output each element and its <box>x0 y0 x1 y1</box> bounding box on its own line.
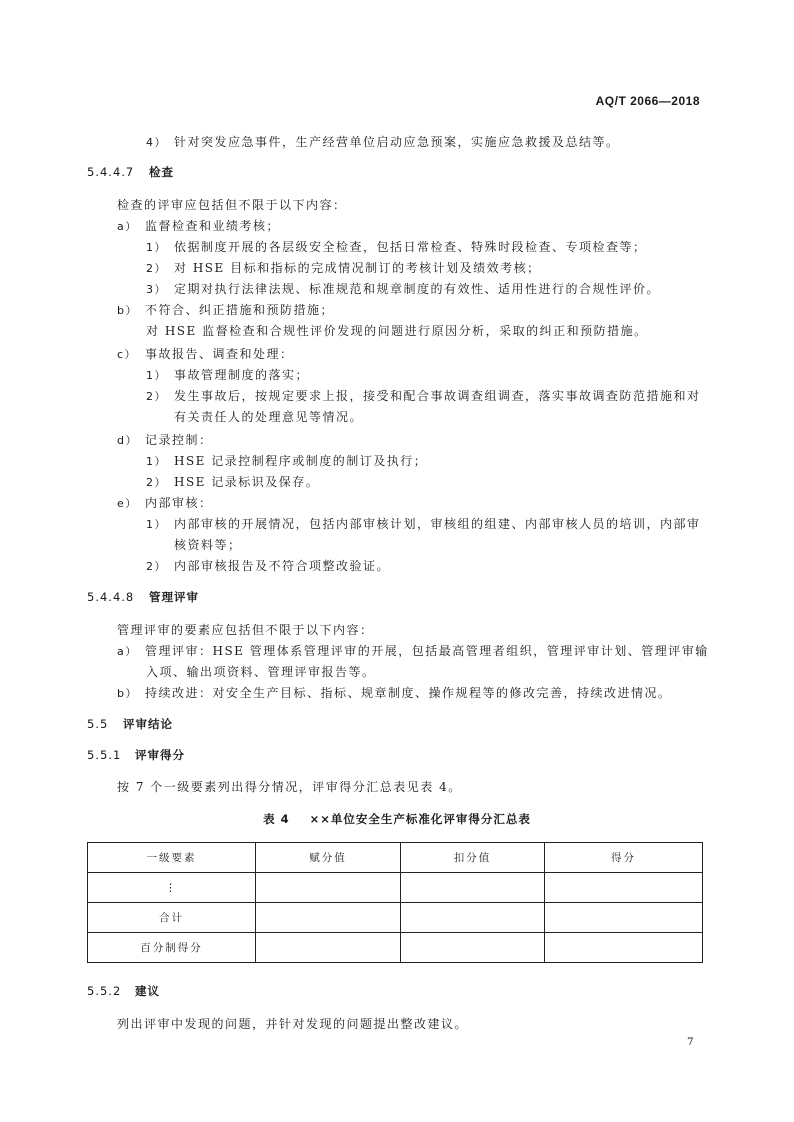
table-cell <box>256 873 401 903</box>
score-summary-table <box>87 842 703 963</box>
table-cell <box>401 933 545 963</box>
table-caption-number: 表 4 <box>263 812 290 826</box>
list-text: 内部审核报告及不符合项整改验证。 <box>174 559 391 573</box>
section-number: 5.5 <box>87 717 109 731</box>
sub-list-item <box>146 259 541 276</box>
table-header-row <box>88 843 703 873</box>
list-text: 持续改进：对安全生产目标、指标、规章制度、操作规程等的修改完善，持续改进情况。 <box>145 686 672 700</box>
section-title: 管理评审 <box>149 590 199 604</box>
table-header-cell: 得分 <box>545 843 703 873</box>
section-title: 检查 <box>149 165 174 179</box>
section-number: 5.4.4.8 <box>87 590 135 604</box>
list-text: 不符合、纠正措施和预防措施； <box>145 303 335 317</box>
list-item <box>146 133 620 150</box>
list-text: 记录控制： <box>145 433 213 447</box>
list-marker: 3） <box>146 283 167 296</box>
list-continuation: 对 HSE 监督检查和合规性评价发现的问题进行原因分析，采取的纠正和预防措施。 <box>146 324 648 338</box>
list-marker: e） <box>117 497 138 510</box>
list-marker: 2） <box>146 560 167 573</box>
table-cell <box>256 903 401 933</box>
list-text: HSE 记录控制程序或制度的制订及执行； <box>174 454 428 468</box>
list-text: 内部审核： <box>145 496 213 510</box>
list-text: 对 HSE 目标和指标的完成情况制订的考核计划及绩效考核； <box>174 261 541 275</box>
table-cell: 百分制得分 <box>88 933 256 963</box>
table-row <box>88 933 703 963</box>
list-item <box>117 345 294 362</box>
section-heading-551 <box>87 747 185 763</box>
table-row <box>88 903 703 933</box>
standard-number: AQ/T 2066—2018 <box>595 94 700 108</box>
list-item <box>117 494 213 511</box>
section-title: 评审得分 <box>135 748 185 762</box>
table-cell <box>545 933 703 963</box>
list-marker: 4） <box>146 136 167 149</box>
section-number: 5.5.1 <box>87 748 122 762</box>
table-cell <box>401 873 545 903</box>
list-marker: 1） <box>146 455 167 468</box>
list-marker: b） <box>117 687 138 700</box>
sub-list-item <box>146 473 319 490</box>
list-text: 事故报告、调查和处理： <box>145 347 294 361</box>
table-cell <box>545 873 703 903</box>
list-text: HSE 记录标识及保存。 <box>174 475 320 489</box>
sub-list-item <box>146 557 390 574</box>
list-marker: 1） <box>146 369 167 382</box>
paragraph: 按 7 个一级要素列出得分情况，评审得分汇总表见表 4。 <box>117 780 462 794</box>
section-heading-552 <box>87 983 160 999</box>
sub-list-item <box>146 515 701 532</box>
list-item <box>117 301 334 318</box>
list-text: 针对突发应急事件，生产经营单位启动应急预案，实施应急救援及总结等。 <box>174 135 620 149</box>
table-cell <box>401 903 545 933</box>
list-text: 管理评审：HSE 管理体系管理评审的开展，包括最高管理者组织，管理评审计划、管理评审输 <box>145 644 709 658</box>
table-caption <box>0 811 794 827</box>
paragraph: 列出评审中发现的问题，并针对发现的问题提出整改建议。 <box>117 1017 469 1031</box>
list-continuation: 有关责任人的处理意见等情况。 <box>174 410 364 424</box>
table-row <box>88 873 703 903</box>
table-cell <box>256 933 401 963</box>
list-marker: a） <box>117 220 138 233</box>
list-text: 监督检查和业绩考核； <box>145 219 281 233</box>
table-cell: ⋮ <box>88 873 256 903</box>
list-continuation: 核资料等； <box>174 538 242 552</box>
sub-list-item <box>146 238 647 255</box>
list-text: 内部审核的开展情况，包括内部审核计划，审核组的组建、内部审核人员的培训，内部审 <box>174 517 701 531</box>
section-title: 建议 <box>135 984 160 998</box>
list-marker: 2） <box>146 262 167 275</box>
section-heading-5447 <box>87 164 174 180</box>
section-heading-5448 <box>87 589 199 605</box>
list-marker: d） <box>117 434 138 447</box>
list-text: 事故管理制度的落实； <box>174 368 310 382</box>
list-text: 依据制度开展的各层级安全检查，包括日常检查、特殊时段检查、专项检查等； <box>174 240 647 254</box>
sub-list-item <box>146 280 660 297</box>
table-header-cell: 赋分值 <box>256 843 401 873</box>
list-marker: 2） <box>146 390 167 403</box>
paragraph: 管理评审的要素应包括但不限于以下内容： <box>117 623 374 637</box>
table-cell: 合计 <box>88 903 256 933</box>
list-marker: 1） <box>146 518 167 531</box>
table-header-cell: 一级要素 <box>88 843 256 873</box>
list-item <box>117 431 213 448</box>
list-marker: 2） <box>146 476 167 489</box>
table-caption-title: ××单位安全生产标准化评审得分汇总表 <box>309 812 531 826</box>
section-heading-55 <box>87 716 173 732</box>
page-number: 7 <box>687 1036 694 1048</box>
table-cell <box>545 903 703 933</box>
sub-list-item <box>146 452 427 469</box>
list-marker: 1） <box>146 241 167 254</box>
list-text: 发生事故后，按规定要求上报，接受和配合事故调查组调查，落实事故调查防范措施和对 <box>174 389 701 403</box>
list-marker: b） <box>117 304 138 317</box>
section-number: 5.4.4.7 <box>87 165 135 179</box>
list-item <box>117 684 672 701</box>
list-item <box>117 642 709 659</box>
list-item <box>117 217 280 234</box>
list-continuation: 入项、输出项资料、管理评审报告等。 <box>146 665 376 679</box>
list-marker: a） <box>117 645 138 658</box>
section-number: 5.5.2 <box>87 984 122 998</box>
list-text: 定期对执行法律法规、标准规范和规章制度的有效性、适用性进行的合规性评价。 <box>174 282 661 296</box>
section-title: 评审结论 <box>123 717 173 731</box>
sub-list-item <box>146 366 309 383</box>
list-marker: c） <box>117 348 138 361</box>
paragraph: 检查的评审应包括但不限于以下内容： <box>117 198 347 212</box>
sub-list-item <box>146 387 701 404</box>
table-header-cell: 扣分值 <box>401 843 545 873</box>
